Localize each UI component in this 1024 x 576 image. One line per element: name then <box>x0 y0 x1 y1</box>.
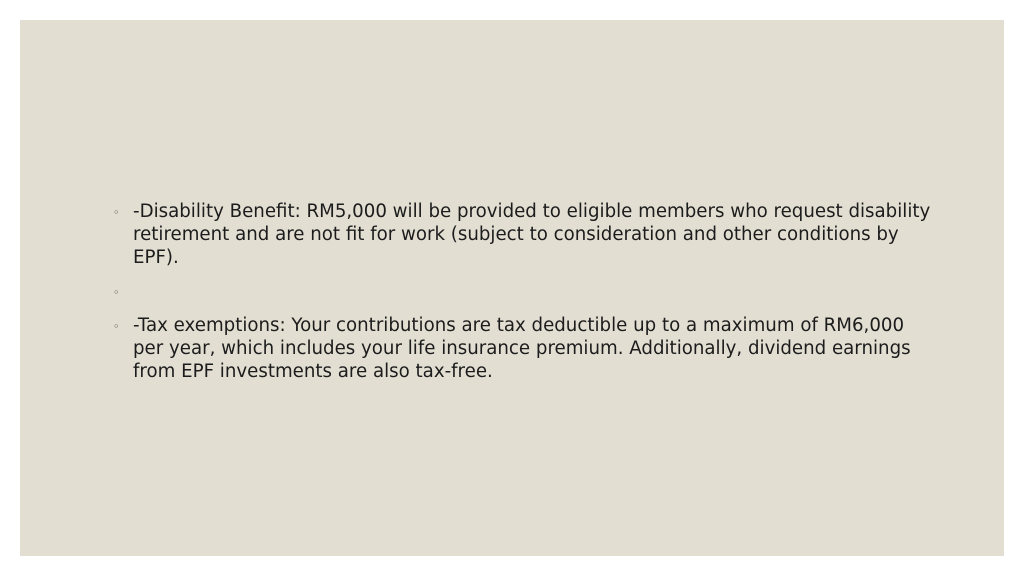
bullet-text: -Tax exemptions: Your contributions are tax deductible up to a maximum of RM6,000 per year, which includes your life insurance premium. Additionally, dividend earnings from EPF investments are also tax-free. <box>133 315 911 382</box>
bullet-item-tax-exemptions <box>113 314 933 383</box>
bullet-item-empty <box>113 280 933 303</box>
bullet-text: -Disability Benefit: RM5,000 will be provided to eligible members who request disability retirement and are not fit for work (subject to consideration and other conditions by EPF). <box>133 201 931 268</box>
bullet-circle-icon: ◦ <box>113 320 120 333</box>
slide <box>20 20 1004 556</box>
bullet-circle-icon: ◦ <box>113 286 120 299</box>
bullet-list <box>113 200 933 394</box>
bullet-item-disability-benefit <box>113 200 933 269</box>
bullet-circle-icon: ◦ <box>113 206 120 219</box>
